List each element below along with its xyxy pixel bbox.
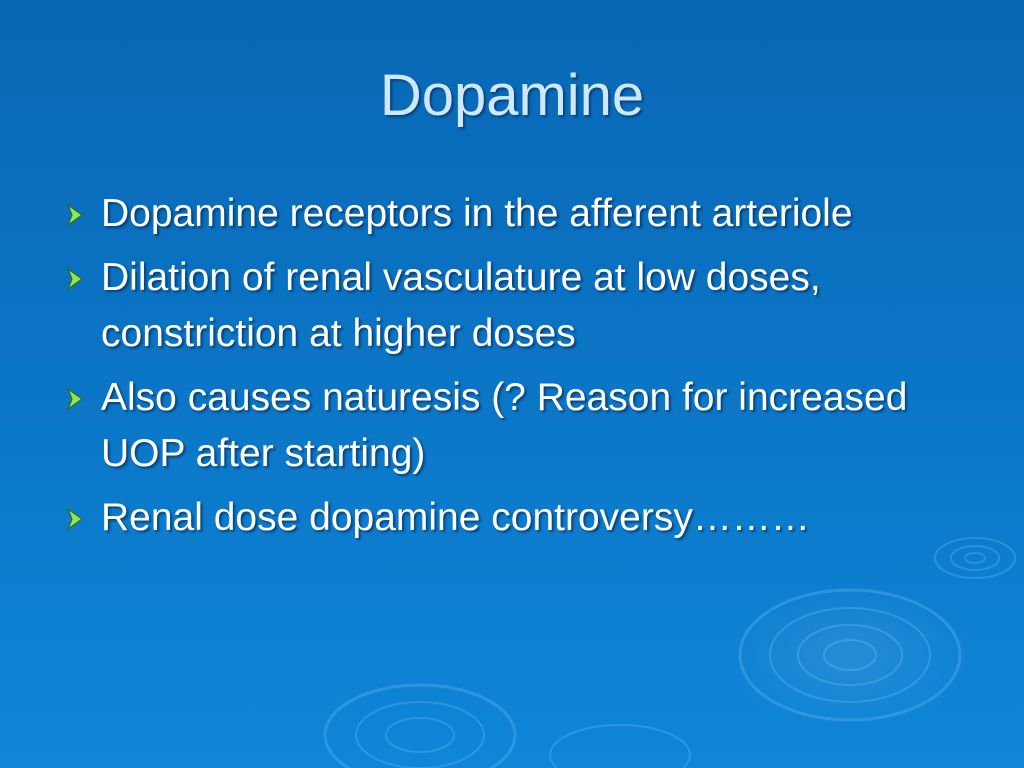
arrowhead-bullet-icon — [62, 505, 90, 533]
list-item — [62, 186, 962, 242]
arrowhead-bullet-icon — [62, 201, 90, 229]
bullet-text: Dopamine receptors in the afferent arteriole — [101, 192, 853, 235]
bullet-text: Also causes naturesis (? Reason for increased UOP after starting) — [101, 376, 908, 475]
bullet-list — [62, 186, 962, 554]
list-item — [62, 370, 962, 482]
bullet-text: Dilation of renal vasculature at low doses, constriction at higher doses — [101, 256, 821, 355]
list-item — [62, 250, 962, 362]
bullet-text: Renal dose dopamine controversy……… — [101, 496, 810, 539]
list-item — [62, 490, 962, 546]
arrowhead-bullet-icon — [62, 385, 90, 413]
arrowhead-bullet-icon — [62, 265, 90, 293]
slide-title: Dopamine — [379, 63, 645, 128]
